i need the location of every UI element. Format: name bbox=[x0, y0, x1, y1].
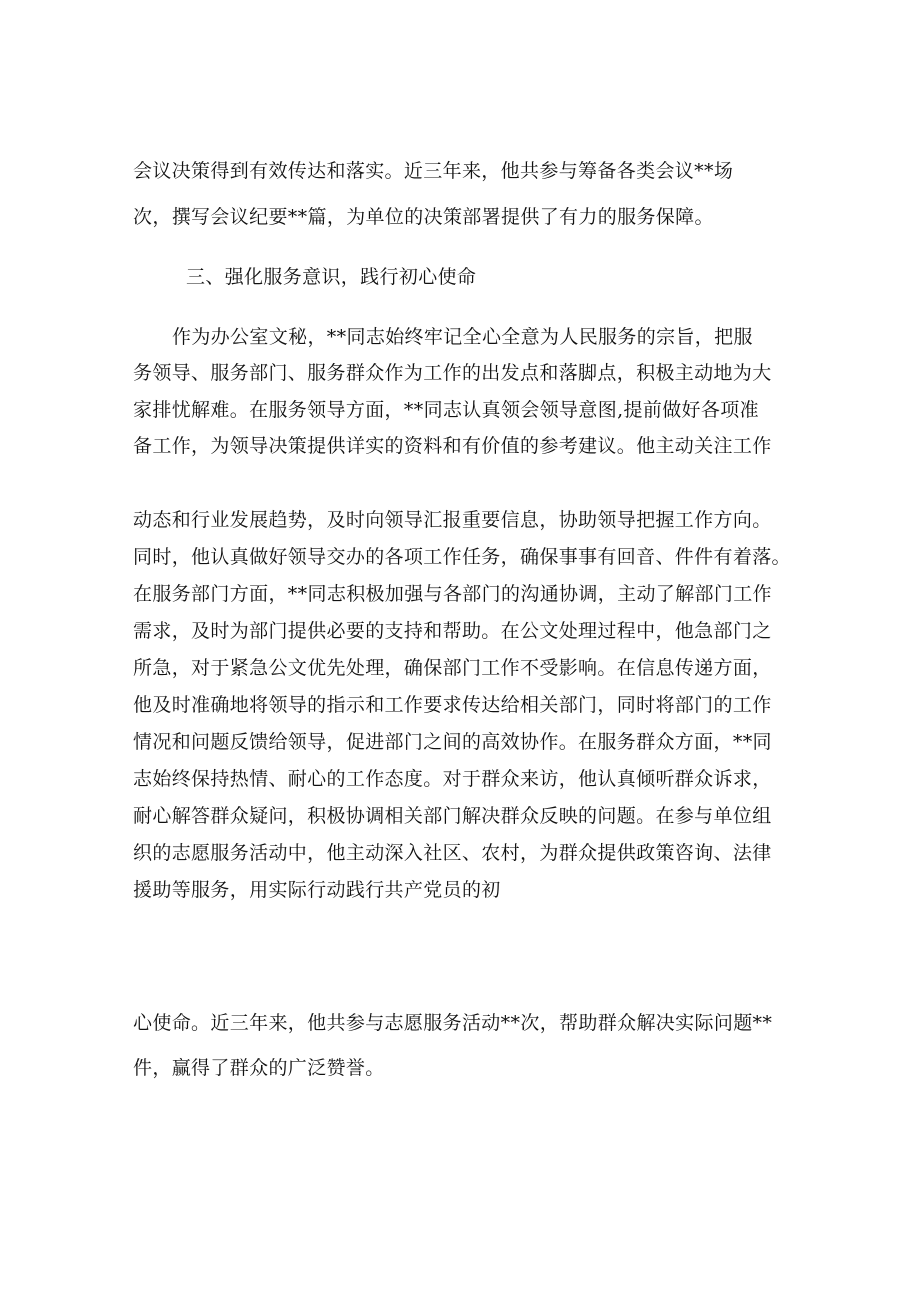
paragraph-line: 情况和问题反馈给领导，促进部门之间的高效协作。在服务群众方面，**同 bbox=[133, 731, 772, 753]
paragraph-line: 务领导、服务部门、服务群众作为工作的出发点和落脚点，积极主动地为大 bbox=[133, 362, 772, 384]
paragraph-line: 次，撰写会议纪要**篇，为单位的决策部署提供了有力的服务保障。 bbox=[133, 206, 714, 228]
paragraph-line: 家排忧解难。在服务领导方面，**同志认真领会领导意图,提前做好各项准 bbox=[133, 399, 759, 421]
paragraph-line: 会议决策得到有效传达和落实。近三年来，他共参与筹备各类会议**场 bbox=[133, 160, 734, 182]
paragraph-line: 动态和行业发展趋势，及时向领导汇报重要信息，协助领导把握工作方向。 bbox=[133, 509, 772, 531]
paragraph-line: 织的志愿服务活动中，他主动深入社区、农村，为群众提供政策咨询、法律 bbox=[133, 842, 772, 864]
paragraph-line: 同时，他认真做好领导交办的各项工作任务，确保事事有回音、件件有着落。 bbox=[133, 546, 791, 568]
paragraph-line: 在服务部门方面，**同志积极加强与各部门的沟通协调，主动了解部门工作 bbox=[133, 583, 772, 605]
paragraph-line: 心使命。近三年来，他共参与志愿服务活动**次，帮助群众解决实际问题** bbox=[133, 1012, 773, 1034]
paragraph-line: 他及时准确地将领导的指示和工作要求传达给相关部门，同时将部门的工作 bbox=[133, 694, 772, 716]
paragraph-line: 备工作，为领导决策提供详实的资料和有价值的参考建议。他主动关注工作 bbox=[133, 435, 772, 457]
paragraph-line: 件，赢得了群众的广泛赞誉。 bbox=[133, 1057, 385, 1079]
paragraph-line: 所急，对于紧急公文优先处理，确保部门工作不受影响。在信息传递方面， bbox=[133, 657, 772, 679]
paragraph-line: 援助等服务，用实际行动践行共产党员的初 bbox=[133, 879, 501, 901]
section-heading: 三、强化服务意识，践行初心使命 bbox=[186, 266, 477, 288]
paragraph-line: 需求，及时为部门提供必要的支持和帮助。在公文处理过程中，他急部门之 bbox=[133, 620, 772, 642]
paragraph-line: 志始终保持热情、耐心的工作态度。对于群众来访，他认真倾听群众诉求， bbox=[133, 768, 772, 790]
paragraph-line: 作为办公室文秘，**同志始终牢记全心全意为人民服务的宗旨，把服 bbox=[172, 326, 753, 348]
paragraph-line: 耐心解答群众疑问，积极协调相关部门解决群众反映的问题。在参与单位组 bbox=[133, 805, 772, 827]
